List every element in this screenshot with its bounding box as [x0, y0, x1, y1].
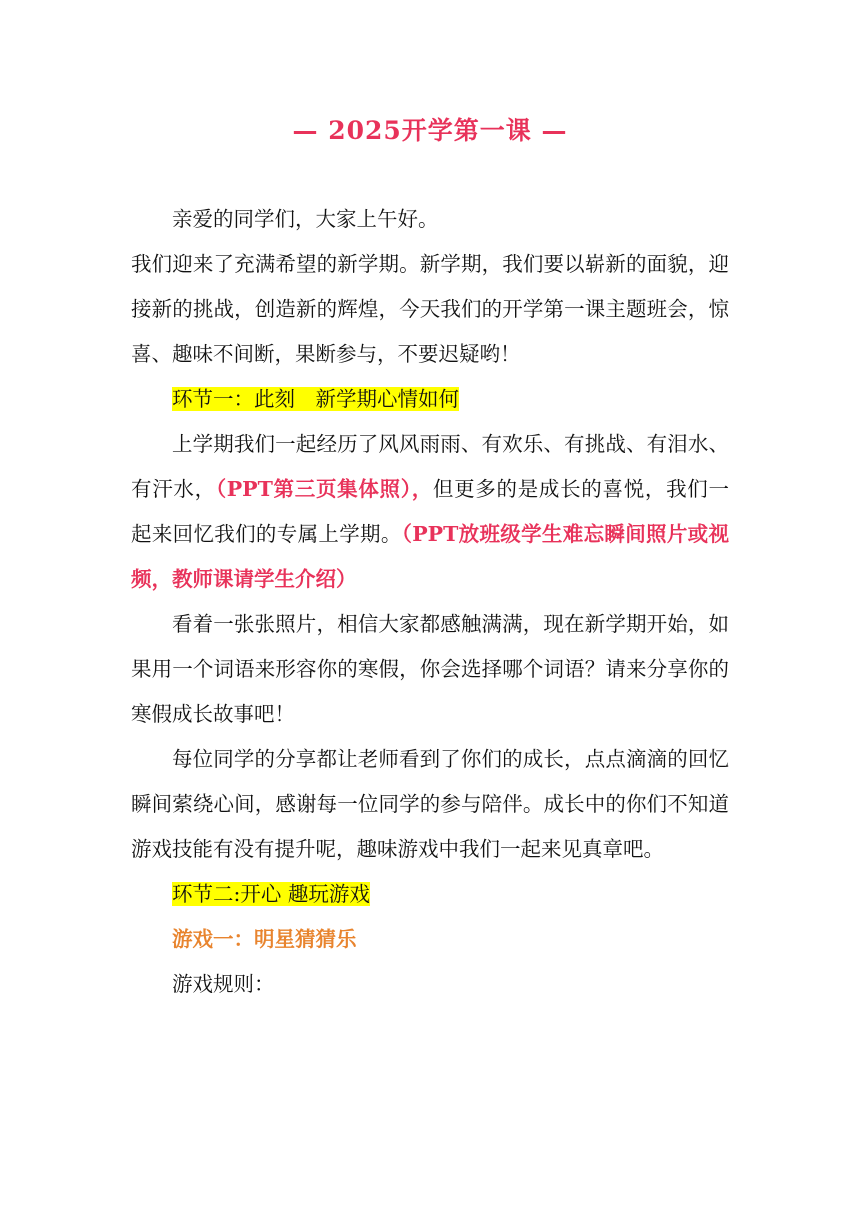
- section-heading-2: 环节二:开心 趣玩游戏: [172, 882, 370, 906]
- paragraph-1-text-b: 但更多的是成长的喜悦，我们一起来回忆我们的专属上学期。: [131, 477, 730, 546]
- ppt-note-2: （PPT放班级学生难忘瞬间照片或视频，教师课请学生介绍）: [131, 522, 729, 591]
- section-heading-1: 环节一：此刻 新学期心情如何: [172, 387, 459, 411]
- game-1-title: 游戏一：明星猜猜乐: [172, 927, 357, 951]
- paragraph-2: 看着一张张照片，相信大家都感触满满，现在新学期开始，如果用一个词语来形容你的寒假，你会选择哪个词语？请来分享你的寒假成长故事吧！: [131, 612, 729, 726]
- ppt-note-1: （PPT第三页集体照），: [215, 477, 433, 501]
- paragraph-1: [131, 422, 729, 602]
- greeting: 亲爱的同学们，大家上午好。: [172, 207, 439, 231]
- paragraph-1-text-a: 上学期我们一起经历了风风雨雨、有欢乐、有挑战、有泪水、有汗水，: [131, 432, 729, 501]
- intro-paragraph: 我们迎来了充满希望的新学期。新学期，我们要以崭新的面貌，迎接新的挑战，创造新的辉煌，今天我们的开学第一课主题班会，惊喜、趣味不间断，果断参与，不要迟疑哟！: [131, 252, 729, 366]
- paragraph-3: 每位同学的分享都让老师看到了你们的成长，点点滴滴的回忆瞬间萦绕心间，感谢每一位同学的参与陪伴。成长中的你们不知道游戏技能有没有提升呢，趣味游戏中我们一起来见真章吧。: [131, 747, 729, 861]
- document-body: [131, 197, 729, 1007]
- rules-label: 游戏规则：: [172, 972, 275, 996]
- document-title: — 2025开学第一课 —: [292, 116, 568, 145]
